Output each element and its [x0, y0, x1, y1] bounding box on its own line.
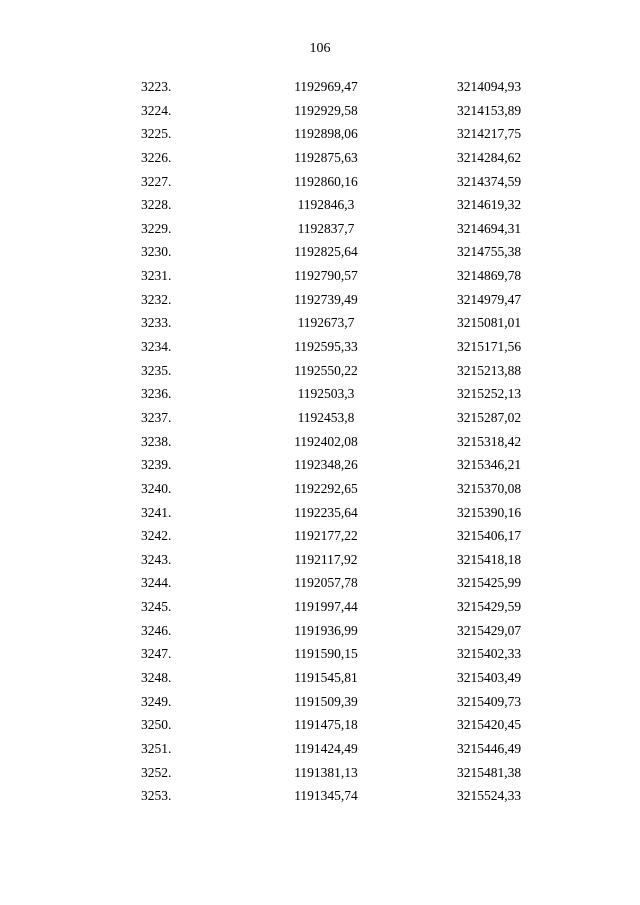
- table-row: [0, 335, 640, 359]
- table-row: [0, 382, 640, 406]
- point-number-cell: 3246.: [141, 622, 172, 638]
- x-coordinate-cell: 1191381,13: [294, 764, 358, 780]
- point-number-cell: 3253.: [141, 788, 172, 804]
- y-coordinate-cell: 3214869,78: [456, 268, 522, 284]
- point-number-cell: 3228.: [141, 197, 172, 213]
- table-row: [0, 406, 640, 430]
- x-coordinate-cell: 1192875,63: [294, 149, 358, 165]
- y-coordinate-cell: 3214094,93: [456, 79, 522, 94]
- table-row: [0, 146, 640, 170]
- x-coordinate-cell: 1191424,49: [294, 740, 358, 756]
- y-coordinate-cell: 3215081,01: [456, 315, 522, 331]
- y-coordinate-cell: 3215524,33: [456, 788, 522, 804]
- point-number-cell: 3232.: [141, 291, 172, 307]
- y-coordinate-cell: 3215446,49: [456, 740, 522, 756]
- table-row: [0, 288, 640, 312]
- y-coordinate-cell: 3214284,62: [456, 149, 522, 165]
- table-row: [0, 619, 640, 643]
- y-coordinate-cell: 3215420,45: [456, 717, 522, 733]
- table-row: [0, 737, 640, 761]
- x-coordinate-cell: 1191936,99: [294, 622, 358, 638]
- y-coordinate-cell: 3215346,21: [456, 457, 522, 473]
- point-number-cell: 3247.: [141, 646, 172, 662]
- point-number-cell: 3249.: [141, 693, 172, 709]
- point-number-cell: 3241.: [141, 504, 172, 520]
- x-coordinate-cell: 1192898,06: [294, 126, 358, 142]
- x-coordinate-cell: 1192117,92: [294, 551, 358, 567]
- point-number-cell: 3224.: [141, 102, 172, 118]
- y-coordinate-cell: 3215390,16: [456, 504, 522, 520]
- point-number-cell: 3240.: [141, 480, 172, 496]
- table-row: [0, 311, 640, 335]
- y-coordinate-cell: 3215429,59: [456, 599, 522, 615]
- y-coordinate-cell: 3215429,07: [456, 622, 522, 638]
- point-number-cell: 3234.: [141, 339, 172, 355]
- x-coordinate-cell: 1192837,7: [297, 220, 355, 236]
- table-row: [0, 359, 640, 383]
- y-coordinate-cell: 3214694,31: [456, 220, 522, 236]
- x-coordinate-cell: 1192790,57: [294, 268, 358, 284]
- x-coordinate-cell: 1192673,7: [297, 315, 355, 331]
- table-row: [0, 453, 640, 477]
- x-coordinate-cell: 1192503,3: [297, 386, 355, 402]
- point-number-cell: 3231.: [141, 268, 172, 284]
- x-coordinate-cell: 1192860,16: [294, 173, 358, 189]
- point-number-cell: 3229.: [141, 220, 172, 236]
- table-row: [0, 713, 640, 737]
- y-coordinate-cell: 3215287,02: [456, 409, 522, 425]
- point-number-cell: 3250.: [141, 717, 172, 733]
- y-coordinate-cell: 3215418,18: [456, 551, 522, 567]
- point-number-cell: 3248.: [141, 670, 172, 686]
- x-coordinate-cell: 1192739,49: [294, 291, 358, 307]
- x-coordinate-cell: 1191997,44: [294, 599, 358, 615]
- point-number-cell: 3245.: [141, 599, 172, 615]
- table-row: [0, 99, 640, 123]
- table-row: [0, 217, 640, 241]
- y-coordinate-cell: 3215171,56: [456, 339, 522, 355]
- x-coordinate-cell: 1192057,78: [294, 575, 358, 591]
- y-coordinate-cell: 3215252,13: [456, 386, 522, 402]
- point-number-cell: 3244.: [141, 575, 172, 591]
- point-number-cell: 3235.: [141, 362, 172, 378]
- table-row: [0, 430, 640, 454]
- table-row: [0, 122, 640, 146]
- y-coordinate-cell: 3215409,73: [456, 693, 522, 709]
- y-coordinate-cell: 3215406,17: [456, 528, 522, 544]
- table-row: [0, 170, 640, 194]
- table-row: [0, 548, 640, 572]
- table-row: [0, 193, 640, 217]
- y-coordinate-cell: 3215318,42: [456, 433, 522, 449]
- point-number-cell: 3252.: [141, 764, 172, 780]
- y-coordinate-cell: 3214619,32: [456, 197, 522, 213]
- point-number-cell: 3243.: [141, 551, 172, 567]
- x-coordinate-cell: 1191590,15: [294, 646, 358, 662]
- point-number-cell: 3233.: [141, 315, 172, 331]
- x-coordinate-cell: 1192595,33: [294, 339, 358, 355]
- x-coordinate-cell: 1192453,8: [297, 409, 355, 425]
- x-coordinate-cell: 1191345,74: [294, 788, 358, 804]
- y-coordinate-cell: 3215402,33: [456, 646, 522, 662]
- y-coordinate-cell: 3215425,99: [456, 575, 522, 591]
- y-coordinate-cell: 3215481,38: [456, 764, 522, 780]
- page-number: 106: [309, 41, 331, 56]
- y-coordinate-cell: 3214979,47: [456, 291, 522, 307]
- y-coordinate-cell: 3215370,08: [456, 480, 522, 496]
- point-number-cell: 3225.: [141, 126, 172, 142]
- x-coordinate-cell: 1191475,18: [294, 717, 358, 733]
- x-coordinate-cell: 1192348,26: [294, 457, 358, 473]
- point-number-cell: 3237.: [141, 409, 172, 425]
- y-coordinate-cell: 3214755,38: [456, 244, 522, 260]
- table-row: [0, 666, 640, 690]
- table-row: [0, 690, 640, 714]
- y-coordinate-cell: 3214374,59: [456, 173, 522, 189]
- table-row: [0, 784, 640, 808]
- table-row: [0, 571, 640, 595]
- table-row: [0, 264, 640, 288]
- y-coordinate-cell: 3215213,88: [456, 362, 522, 378]
- y-coordinate-cell: 3214153,89: [456, 102, 522, 118]
- x-coordinate-cell: 1192846,3: [297, 197, 355, 213]
- point-number-cell: 3236.: [141, 386, 172, 402]
- point-number-cell: 3227.: [141, 173, 172, 189]
- point-number-cell: 3226.: [141, 149, 172, 165]
- table-row: [0, 240, 640, 264]
- x-coordinate-cell: 1191545,81: [294, 670, 358, 686]
- table-row: [0, 595, 640, 619]
- x-coordinate-cell: 1192550,22: [294, 362, 358, 378]
- table-row: [0, 642, 640, 666]
- x-coordinate-cell: 1191509,39: [294, 693, 358, 709]
- table-row: [0, 524, 640, 548]
- point-number-cell: 3251.: [141, 740, 172, 756]
- table-row: [0, 761, 640, 785]
- point-number-cell: 3230.: [141, 244, 172, 260]
- point-number-cell: 3239.: [141, 457, 172, 473]
- x-coordinate-cell: 1192969,47: [294, 79, 358, 94]
- x-coordinate-cell: 1192825,64: [294, 244, 358, 260]
- x-coordinate-cell: 1192292,65: [294, 480, 358, 496]
- table-row: [0, 75, 640, 99]
- point-number-cell: 3242.: [141, 528, 172, 544]
- table-row: [0, 477, 640, 501]
- coordinates-table: [0, 75, 640, 808]
- x-coordinate-cell: 1192235,64: [294, 504, 358, 520]
- x-coordinate-cell: 1192929,58: [294, 102, 358, 118]
- x-coordinate-cell: 1192177,22: [294, 528, 358, 544]
- x-coordinate-cell: 1192402,08: [294, 433, 358, 449]
- point-number-cell: 3238.: [141, 433, 172, 449]
- table-row: [0, 501, 640, 525]
- point-number-cell: 3223.: [141, 79, 172, 94]
- y-coordinate-cell: 3214217,75: [456, 126, 522, 142]
- y-coordinate-cell: 3215403,49: [456, 670, 522, 686]
